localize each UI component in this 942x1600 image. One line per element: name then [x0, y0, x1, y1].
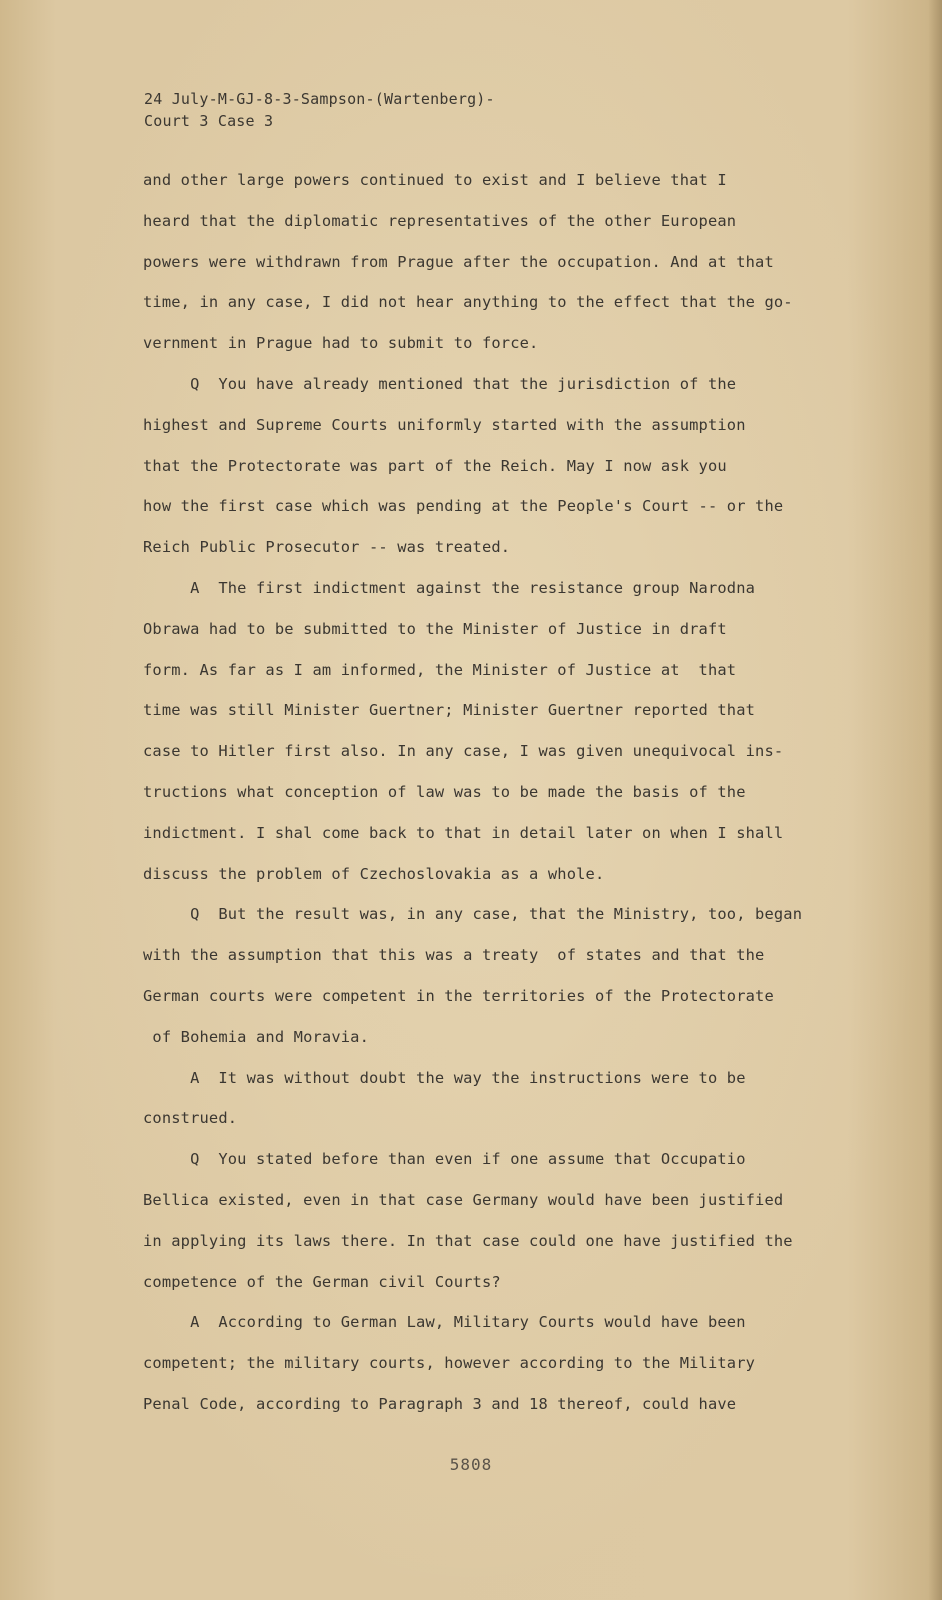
- transcript-body: [143, 166, 853, 1431]
- transcript-line: Q You stated before than even if one assume that Occupatio: [143, 1150, 746, 1169]
- transcript-line: how the first case which was pending at the People's Court -- or the: [143, 497, 784, 516]
- header-line-1: 24 July-M-GJ-8-3-Sampson-(Wartenberg)-: [144, 90, 495, 108]
- transcript-line: Bellica existed, even in that case Germany would have been justified: [143, 1190, 784, 1209]
- transcript-line: powers were withdrawn from Prague after the occupation. And at that: [143, 252, 774, 271]
- transcript-line: tructions what conception of law was to be made the basis of the: [143, 782, 746, 801]
- transcript-line: Obrawa had to be submitted to the Minister of Justice in draft: [143, 619, 727, 638]
- transcript-line: of Bohemia and Moravia.: [143, 1027, 369, 1046]
- transcript-line: form. As far as I am informed, the Minister of Justice at that: [143, 660, 737, 679]
- transcript-line: time, in any case, I did not hear anything to the effect that the go-: [143, 293, 793, 312]
- transcript-line: highest and Supreme Courts uniformly started with the assumption: [143, 415, 746, 434]
- transcript-line: and other large powers continued to exist and I believe that I: [143, 171, 727, 189]
- transcript-line: indictment. I shal come back to that in detail later on when I shall: [143, 823, 784, 842]
- header-line-2: Court 3 Case 3: [144, 112, 274, 130]
- transcript-line: that the Protectorate was part of the Reich. May I now ask you: [143, 456, 727, 475]
- transcript-line: Reich Public Prosecutor -- was treated.: [143, 538, 511, 557]
- transcript-line: Q But the result was, in any case, that the Ministry, too, began: [143, 905, 803, 924]
- transcript-line: Q You have already mentioned that the jurisdiction of the: [143, 374, 737, 393]
- transcript-line: heard that the diplomatic representatives of the other European: [143, 211, 737, 230]
- transcript-line: Penal Code, according to Paragraph 3 and 18 thereof, could have: [143, 1394, 737, 1413]
- transcript-line: in applying its laws there. In that case could one have justified the: [143, 1231, 793, 1250]
- transcript-line: case to Hitler first also. In any case, I was given unequivocal ins-: [143, 742, 784, 761]
- transcript-line: with the assumption that this was a treaty of states and that the: [143, 946, 765, 965]
- transcript-line: discuss the problem of Czechoslovakia as a whole.: [143, 864, 605, 883]
- transcript-line: construed.: [143, 1109, 238, 1128]
- transcript-line: time was still Minister Guertner; Minister Guertner reported that: [143, 701, 756, 720]
- transcript-line: German courts were competent in the territories of the Protectorate: [143, 986, 774, 1005]
- transcript-line: competence of the German civil Courts?: [143, 1272, 501, 1291]
- transcript-line: vernment in Prague had to submit to force.: [143, 334, 539, 353]
- document-header: [144, 88, 495, 132]
- transcript-line: A It was without doubt the way the instructions were to be: [143, 1068, 746, 1087]
- transcript-line: competent; the military courts, however according to the Military: [143, 1354, 756, 1373]
- transcript-line: A According to German Law, Military Courts would have been: [143, 1313, 746, 1332]
- transcript-line: A The first indictment against the resistance group Narodna: [143, 578, 756, 597]
- page-number: 5808: [449, 1455, 493, 1474]
